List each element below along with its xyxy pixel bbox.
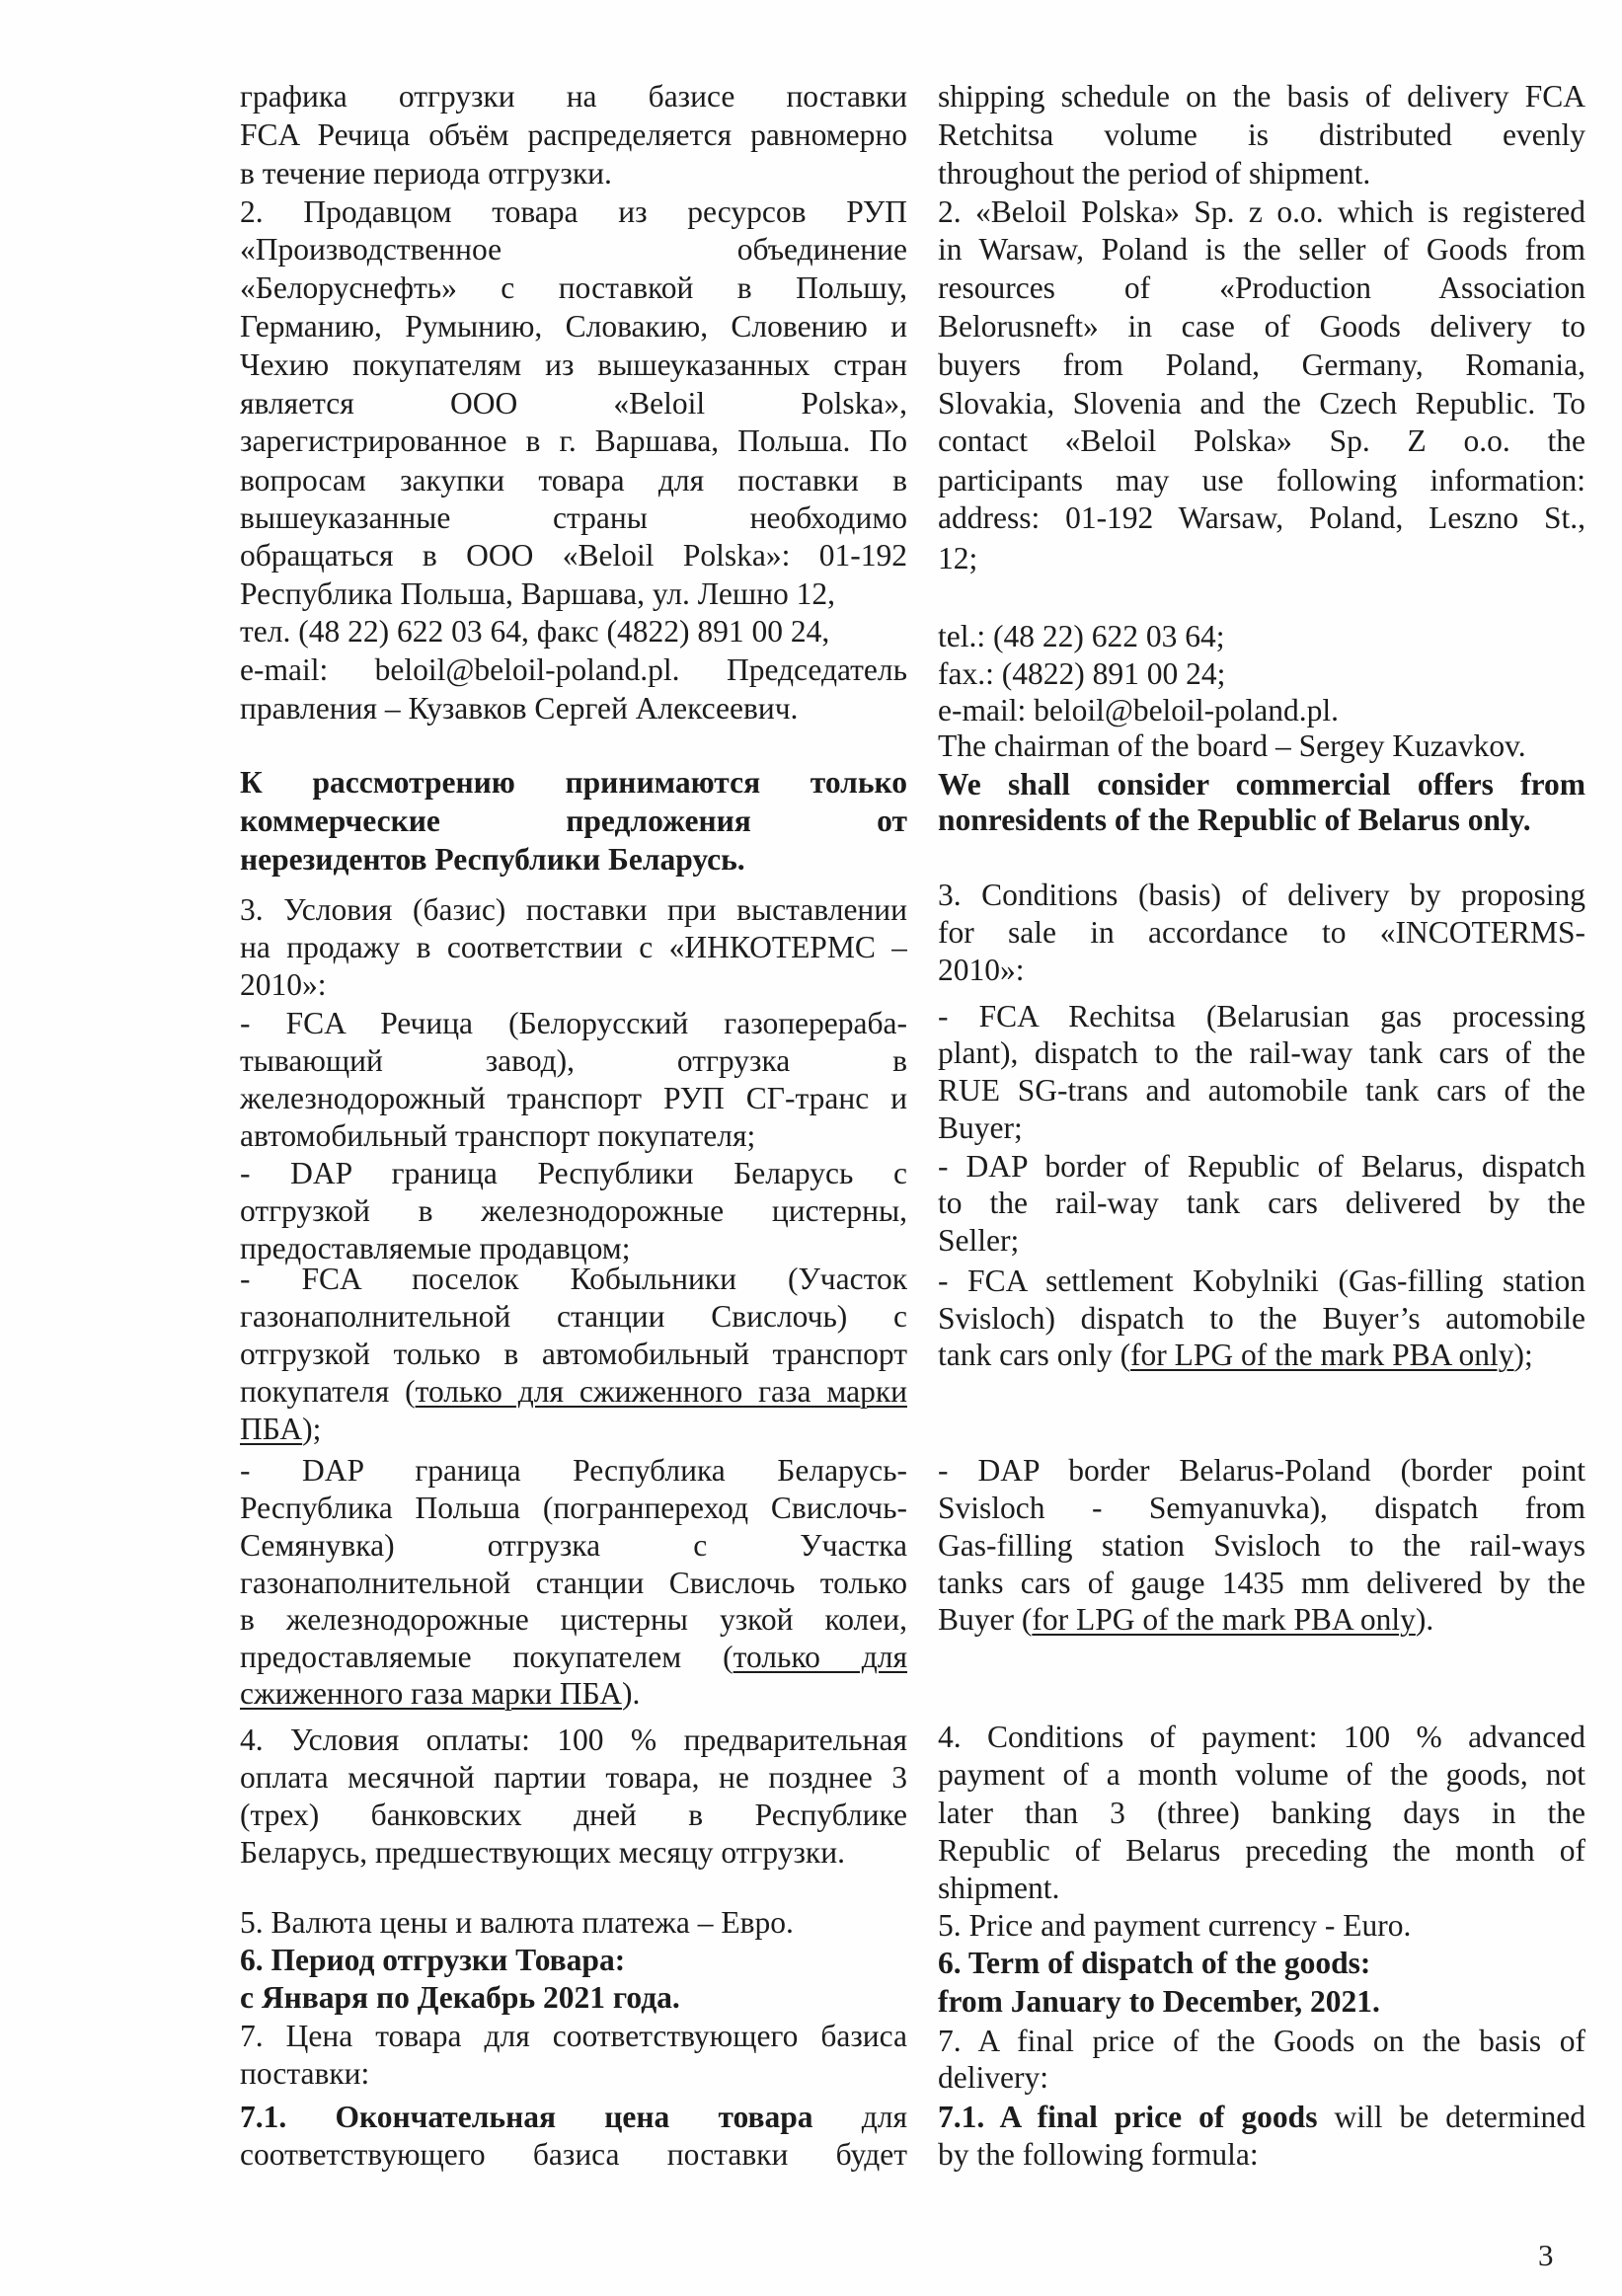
text-line xyxy=(938,540,1585,577)
text-span: Svisloch - Semyanuvka), dispatch from xyxy=(938,1491,1585,1525)
text-line xyxy=(938,1832,1585,1870)
text-span: tank cars only ( xyxy=(938,1338,1131,1372)
text-span: Seller; xyxy=(938,1223,1020,1258)
text-span: предоставляемые продавцом; xyxy=(240,1231,631,1265)
text-span: payment of a month volume of the goods, not xyxy=(938,1757,1585,1792)
text-line xyxy=(938,1185,1585,1222)
text-line xyxy=(938,727,1585,765)
text-span: является ООО «Beloil Polska», xyxy=(240,386,907,421)
text-line xyxy=(938,2023,1585,2060)
underlined-text: for LPG of the mark PBA only xyxy=(1032,1602,1416,1637)
bold-text: 7.1. A final price of goods xyxy=(938,2100,1318,2134)
text-line xyxy=(240,1373,907,1411)
text-span: ). xyxy=(622,1676,641,1711)
text-line xyxy=(240,1005,907,1042)
text-line xyxy=(240,1155,907,1192)
text-line xyxy=(938,2059,1585,2097)
text-line xyxy=(938,802,1585,839)
text-span: in Warsaw, Poland is the seller of Goods from xyxy=(938,232,1585,267)
text-line xyxy=(938,462,1585,499)
text-line xyxy=(938,1870,1585,1907)
text-line xyxy=(240,1261,907,1298)
text-line xyxy=(938,385,1585,422)
page-number: 3 xyxy=(1538,2238,1554,2272)
text-span: will be determined xyxy=(1317,2100,1585,2134)
text-span: ); xyxy=(1513,1338,1533,1372)
text-span: Чехию покупателям из вышеуказанных стран xyxy=(240,347,907,382)
text-span: - DAP граница Республики Беларусь с xyxy=(240,1156,907,1190)
text-line xyxy=(240,462,907,499)
text-line xyxy=(240,155,907,192)
text-line xyxy=(240,231,907,268)
text-span: «Белоруснефть» с поставкой в Польшу, xyxy=(240,270,907,305)
text-span: e-mail: beloil@beloil-poland.pl. Председатель xyxy=(240,652,907,687)
text-span: Slovakia, Slovenia and the Czech Republic. To xyxy=(938,386,1585,421)
text-span: Buyer; xyxy=(938,1110,1023,1145)
text-span: вышеуказанные страны необходимо xyxy=(240,500,907,535)
text-span: throughout the period of shipment. xyxy=(938,156,1371,191)
text-span: 4. Условия оплаты: 100 % предварительная xyxy=(240,1722,907,1757)
text-span: Семянувка) отгрузка с Участка xyxy=(240,1528,907,1563)
text-span: 2010»: xyxy=(240,967,327,1002)
text-span: Republic of Belarus preceding the month of xyxy=(938,1833,1585,1868)
text-span: Retchitsa volume is distributed evenly xyxy=(938,117,1585,152)
text-span: газонаполнительной станции Свислочь) с xyxy=(240,1299,907,1334)
text-span: tanks cars of gauge 1435 mm delivered by the xyxy=(938,1566,1585,1600)
text-line xyxy=(938,78,1585,115)
text-line xyxy=(240,764,907,802)
text-line xyxy=(938,1945,1585,1982)
text-span: в течение периода отгрузки. xyxy=(240,156,612,191)
text-span: 2. «Beloil Polska» Sp. z o.o. which is registered xyxy=(938,194,1585,229)
text-line xyxy=(938,655,1585,693)
text-line xyxy=(938,1222,1585,1260)
text-line xyxy=(240,422,907,460)
text-line xyxy=(240,2018,907,2055)
text-span: - FCA Rechitsa (Belarusian gas processing xyxy=(938,999,1585,1033)
text-span: shipment. xyxy=(938,1871,1060,1905)
text-span: нерезидентов Республики Беларусь. xyxy=(240,842,745,877)
text-span: 12; xyxy=(938,541,978,575)
text-span: для xyxy=(812,2100,907,2134)
text-span: Республика Польша, Варшава, ул. Лешно 12, xyxy=(240,576,835,611)
text-line xyxy=(240,891,907,929)
text-line xyxy=(938,1300,1585,1338)
text-line xyxy=(240,651,907,689)
text-line xyxy=(938,2136,1585,2174)
text-span: предоставляемые покупателем ( xyxy=(240,1640,734,1674)
text-line xyxy=(240,346,907,384)
text-span: - FCA settlement Kobylniki (Gas-filling station xyxy=(938,1263,1585,1298)
text-line xyxy=(240,385,907,422)
text-span: plant), dispatch to the rail-way tank cars of the xyxy=(938,1035,1585,1070)
text-line xyxy=(240,269,907,307)
text-line xyxy=(240,1452,907,1490)
text-line xyxy=(240,1527,907,1565)
text-line xyxy=(240,1080,907,1117)
text-line xyxy=(938,269,1585,307)
text-line xyxy=(938,1719,1585,1756)
text-line xyxy=(938,1795,1585,1832)
text-span: contact «Beloil Polska» Sp. Z o.o. the xyxy=(938,423,1585,458)
text-span: FCA Речица объём распределяется равномерно xyxy=(240,117,907,152)
text-span: We shall consider commercial offers from xyxy=(938,767,1585,802)
text-line xyxy=(240,1722,907,1759)
text-line xyxy=(938,952,1585,989)
text-span: from January to December, 2021. xyxy=(938,1984,1380,2019)
text-line xyxy=(938,998,1585,1035)
text-span: 2. Продавцом товара из ресурсов РУП xyxy=(240,194,907,229)
text-span: RUE SG-trans and automobile tank cars of the xyxy=(938,1073,1585,1108)
text-span: Германию, Румынию, Словакию, Словению и xyxy=(240,309,907,344)
text-line xyxy=(240,966,907,1004)
text-line xyxy=(938,618,1585,655)
text-span: зарегистрированное в г. Варшава, Польша. По xyxy=(240,423,907,458)
text-line xyxy=(938,1983,1585,2021)
text-line xyxy=(938,766,1585,804)
text-line xyxy=(240,116,907,154)
text-line xyxy=(240,690,907,727)
text-span: e-mail: beloil@beloil-poland.pl. xyxy=(938,693,1340,727)
text-line xyxy=(938,1490,1585,1527)
text-span: газонаполнительной станции Свислочь только xyxy=(240,1566,907,1600)
text-span: поставки: xyxy=(240,2056,370,2091)
text-span: ). xyxy=(1415,1602,1434,1637)
text-span: - DAP border of Republic of Belarus, dispatch xyxy=(938,1149,1585,1184)
text-span: правления – Кузавков Сергей Алексеевич. xyxy=(240,691,799,726)
text-span: вопросам закупки товара для поставки в xyxy=(240,463,907,497)
text-line xyxy=(240,499,907,537)
text-span: fax.: (4822) 891 00 24; xyxy=(938,656,1226,691)
text-line xyxy=(938,1601,1585,1639)
text-line xyxy=(240,1797,907,1834)
text-line xyxy=(938,877,1585,914)
text-span: в железнодорожные цистерны узкой колеи, xyxy=(240,1602,907,1637)
text-line xyxy=(240,1298,907,1336)
text-span: «Производственное объединение xyxy=(240,232,907,267)
text-line xyxy=(240,2136,907,2174)
text-line xyxy=(938,2099,1585,2136)
text-span: с Января по Декабрь 2021 года. xyxy=(240,1980,680,2015)
text-line xyxy=(240,613,907,651)
text-line xyxy=(938,1337,1585,1374)
text-span: обращаться в ООО «Beloil Polska»: 01-192 xyxy=(240,538,907,573)
text-span: to the rail-way tank cars delivered by the xyxy=(938,1186,1585,1220)
text-span: nonresidents of the Republic of Belarus only. xyxy=(938,803,1531,837)
text-line xyxy=(938,1263,1585,1300)
underlined-text: for LPG of the mark PBA only xyxy=(1130,1338,1514,1372)
text-line xyxy=(938,193,1585,231)
text-span: - FCA Речица (Белорусский газоперераба- xyxy=(240,1006,907,1040)
text-line xyxy=(240,193,907,231)
text-line xyxy=(240,1601,907,1639)
text-line xyxy=(240,803,907,840)
text-line xyxy=(938,1527,1585,1565)
text-line xyxy=(240,537,907,574)
text-span: Беларусь, предшествующих месяцу отгрузки. xyxy=(240,1835,845,1870)
text-span: железнодорожный транспорт РУП СГ-транс и xyxy=(240,1081,907,1115)
text-span: тывающий завод), отгрузка в xyxy=(240,1043,907,1078)
text-span: The chairman of the board – Sergey Kuzavkov. xyxy=(938,728,1526,763)
text-span: покупателя ( xyxy=(240,1374,416,1409)
text-span: оплата месячной партии товара, не позднее 3 xyxy=(240,1760,907,1795)
text-line xyxy=(938,308,1585,345)
text-span: delivery: xyxy=(938,2060,1048,2095)
text-line xyxy=(938,1907,1585,1945)
text-line xyxy=(240,1117,907,1155)
text-span: соответствующего базиса поставки будет xyxy=(240,2137,907,2172)
text-line xyxy=(240,1759,907,1797)
text-line xyxy=(240,2099,907,2136)
text-span: 7. A final price of the Goods on the basis of xyxy=(938,2024,1585,2058)
text-line xyxy=(938,499,1585,537)
text-span: later than 3 (three) banking days in the xyxy=(938,1796,1585,1830)
text-line xyxy=(240,1639,907,1676)
text-span: 2010»: xyxy=(938,953,1025,987)
text-line xyxy=(938,1072,1585,1110)
text-span: participants may use following information: xyxy=(938,463,1585,497)
text-span: Buyer ( xyxy=(938,1602,1033,1637)
text-span: - FCA поселок Кобыльники (Участок xyxy=(240,1262,907,1296)
text-span: - DAP border Belarus-Poland (border point xyxy=(938,1453,1585,1488)
text-span: Республика Польша (погранпереход Свислочь- xyxy=(240,1491,907,1525)
text-span: 6. Term of dispatch of the goods: xyxy=(938,1946,1371,1980)
text-span: 3. Conditions (basis) of delivery by proposing xyxy=(938,878,1585,912)
text-line xyxy=(240,1979,907,2017)
text-span: 4. Conditions of payment: 100 % advanced xyxy=(938,1720,1585,1754)
text-span: resources of «Production Association xyxy=(938,270,1585,305)
text-span: address: 01-192 Warsaw, Poland, Leszno St., xyxy=(938,500,1585,535)
text-span: ); xyxy=(302,1412,322,1446)
text-line xyxy=(240,1192,907,1230)
underlined-text: только для xyxy=(733,1640,907,1674)
bold-text: 7.1. Окончательная цена товара xyxy=(240,2100,813,2134)
text-line xyxy=(240,575,907,613)
text-span: на продажу в соответствии с «ИНКОТЕРМС – xyxy=(240,930,907,964)
text-span: 5. Price and payment currency - Euro. xyxy=(938,1908,1412,1943)
text-line xyxy=(938,1034,1585,1072)
underlined-text: только для сжиженного газа марки xyxy=(415,1374,907,1409)
text-line xyxy=(938,1110,1585,1147)
text-span: тел. (48 22) 622 03 64, факс (4822) 891 00 24, xyxy=(240,614,830,649)
text-span: Svisloch) dispatch to the Buyer’s automobile xyxy=(938,1301,1585,1336)
text-span: коммерческие предложения от xyxy=(240,804,907,838)
text-line xyxy=(938,1148,1585,1186)
text-span: tel.: (48 22) 622 03 64; xyxy=(938,619,1225,653)
text-line xyxy=(240,2055,907,2093)
text-span: Gas-filling station Svisloch to the rail-ways xyxy=(938,1528,1585,1563)
text-line xyxy=(938,1565,1585,1602)
text-line xyxy=(240,1834,907,1872)
text-line xyxy=(240,308,907,345)
text-span: К рассмотрению принимаются только xyxy=(240,765,907,800)
text-line xyxy=(240,1942,907,1979)
text-line xyxy=(240,1490,907,1527)
text-span: 7. Цена товара для соответствующего базиса xyxy=(240,2019,907,2053)
text-span: Belorusneft» in case of Goods delivery to xyxy=(938,309,1585,344)
text-span: 3. Условия (базис) поставки при выставлении xyxy=(240,892,907,927)
text-line xyxy=(240,1411,907,1448)
text-line xyxy=(938,914,1585,952)
text-span: buyers from Poland, Germany, Romania, xyxy=(938,347,1585,382)
underlined-text: сжиженного газа марки ПБА xyxy=(240,1676,623,1711)
text-line xyxy=(938,346,1585,384)
text-span: (трех) банковских дней в Республике xyxy=(240,1798,907,1832)
text-span: автомобильный транспорт покупателя; xyxy=(240,1118,756,1153)
text-line xyxy=(240,841,907,879)
text-line xyxy=(938,1756,1585,1794)
text-line xyxy=(240,1675,907,1713)
text-line xyxy=(938,116,1585,154)
text-span: - DAP граница Республика Беларусь- xyxy=(240,1453,907,1488)
text-line xyxy=(240,1904,907,1942)
text-line xyxy=(938,155,1585,192)
underlined-text: ПБА xyxy=(240,1412,303,1446)
text-line xyxy=(938,692,1585,729)
text-span: shipping schedule on the basis of delivery FCA xyxy=(938,79,1585,114)
text-line xyxy=(240,1336,907,1373)
text-span: by the following formula: xyxy=(938,2137,1259,2172)
text-span: графика отгрузки на базисе поставки xyxy=(240,79,907,114)
text-span: отгрузкой только в автомобильный транспорт xyxy=(240,1337,907,1371)
text-line xyxy=(240,78,907,115)
text-span: 5. Валюта цены и валюта платежа – Евро. xyxy=(240,1905,794,1940)
text-span: отгрузкой в железнодорожные цистерны, xyxy=(240,1193,907,1228)
text-span: for sale in accordance to «INCOTERMS- xyxy=(938,915,1585,950)
text-line xyxy=(240,929,907,966)
text-line xyxy=(938,1452,1585,1490)
text-line xyxy=(938,422,1585,460)
text-line xyxy=(240,1565,907,1602)
text-line xyxy=(240,1042,907,1080)
text-span: 6. Период отгрузки Товара: xyxy=(240,1943,626,1977)
text-line xyxy=(938,231,1585,268)
